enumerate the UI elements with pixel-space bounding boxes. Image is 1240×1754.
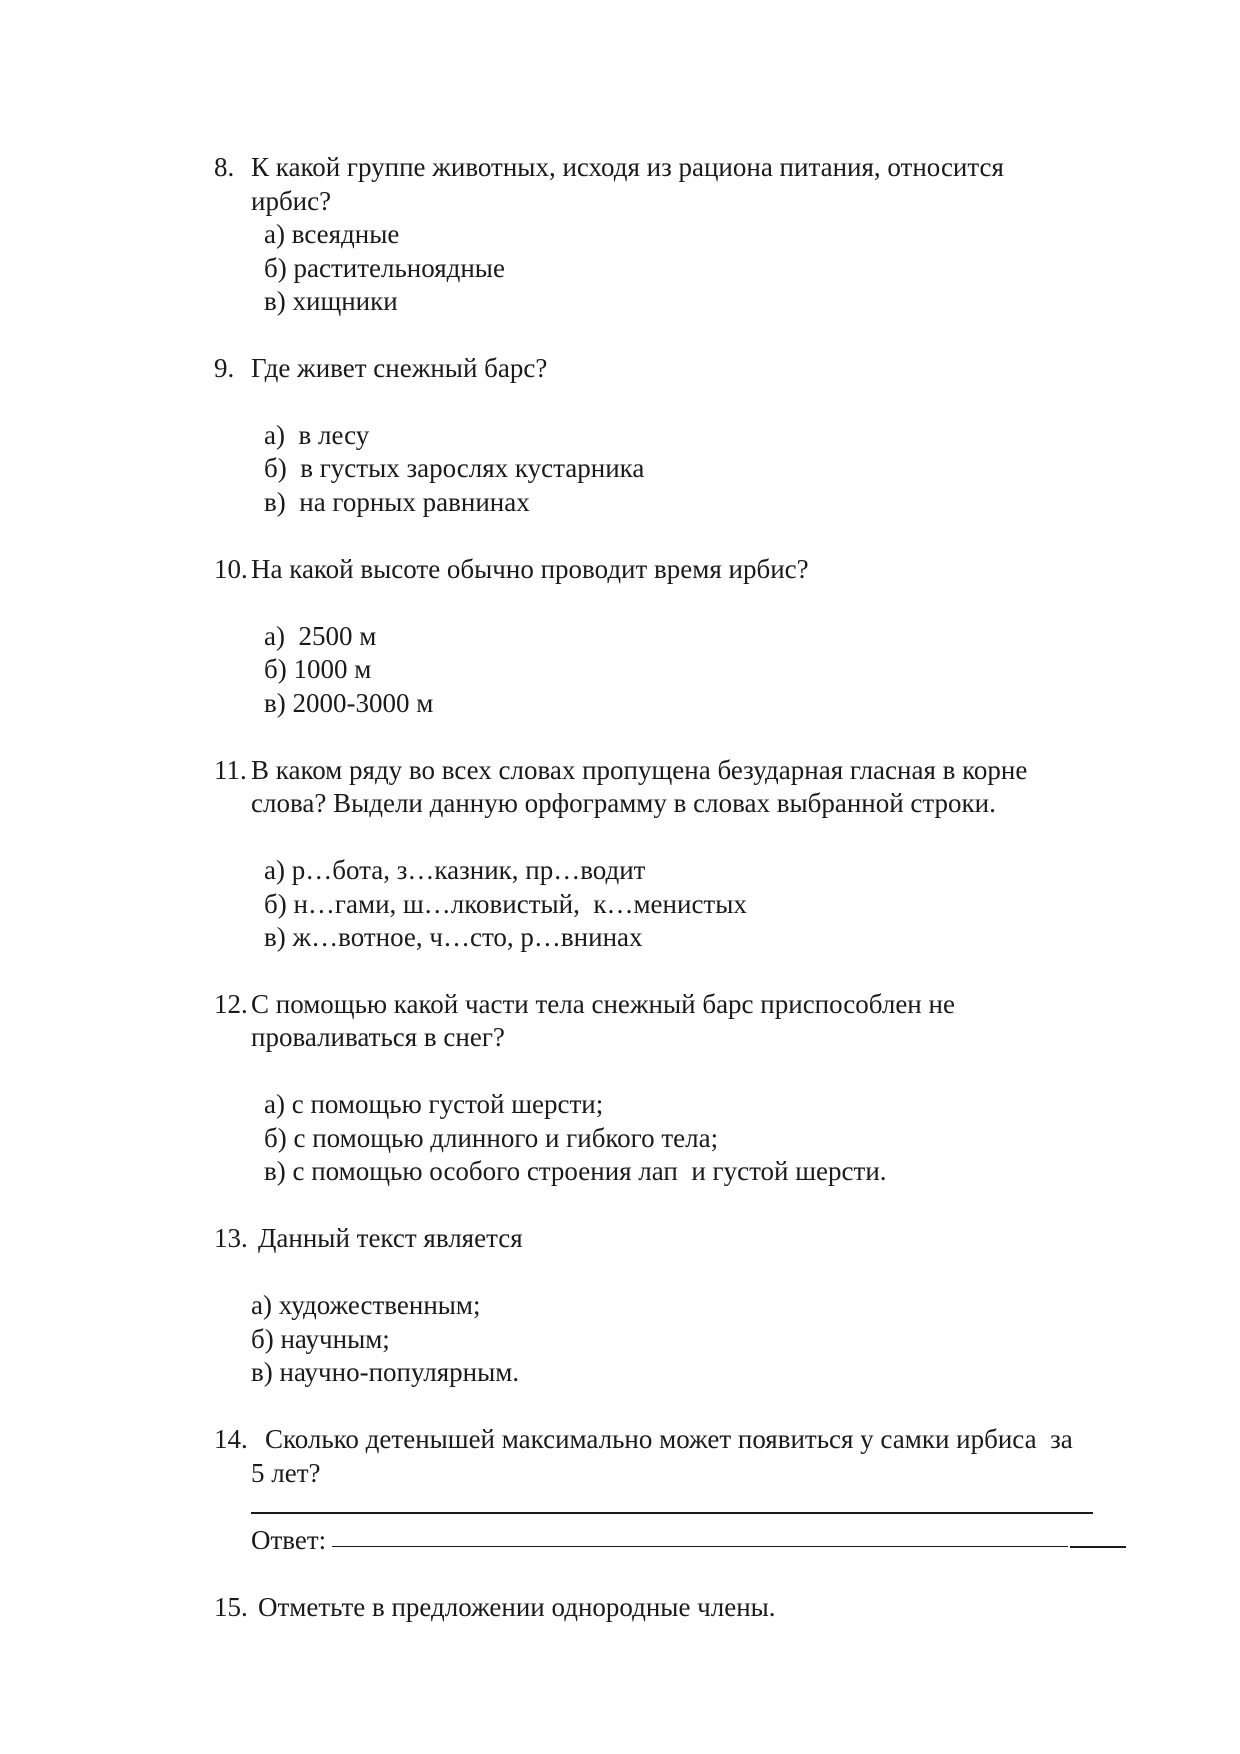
question-12-text: С помощью какой части тела снежный барс приспособлен не bbox=[251, 989, 955, 1019]
question-11-option-c: в) ж…вотное, ч…сто, р…внинах bbox=[264, 922, 643, 952]
question-14-text-cont: 5 лет? bbox=[251, 1458, 321, 1488]
answer-input-line[interactable] bbox=[332, 1546, 1068, 1547]
question-13-option-a: а) художественным; bbox=[251, 1290, 481, 1320]
question-12-text-cont: проваливаться в снег? bbox=[251, 1022, 505, 1052]
question-11-option-a: а) р…бота, з…казник, пр…водит bbox=[264, 855, 646, 885]
question-11-text: В каком ряду во всех словах пропущена безударная гласная в корне bbox=[251, 755, 1028, 785]
question-9-text: Где живет снежный барс? bbox=[251, 353, 548, 383]
question-14-number: 14. bbox=[214, 1424, 248, 1454]
question-8-option-b: б) растительноядные bbox=[264, 253, 505, 283]
question-13-text: Данный текст является bbox=[258, 1223, 523, 1253]
question-9-option-b: б) в густых зарослях кустарника bbox=[264, 453, 645, 483]
question-13-option-c: в) научно-популярным. bbox=[251, 1357, 520, 1387]
question-12-number: 12. bbox=[214, 989, 248, 1019]
question-8-text-cont: ирбис? bbox=[251, 186, 332, 216]
question-8-text: К какой группе животных, исходя из рациона питания, относится bbox=[251, 152, 1004, 182]
question-15-number: 15. bbox=[214, 1592, 248, 1622]
question-12-option-b: б) с помощью длинного и гибкого тела; bbox=[264, 1123, 719, 1153]
question-14-text: Сколько детенышей максимально может появиться у самки ирбиса за bbox=[265, 1424, 1073, 1454]
question-8-number: 8. bbox=[214, 152, 235, 182]
question-10-text: На какой высоте обычно проводит время ирбис? bbox=[251, 554, 809, 584]
question-15-text: Отметьте в предложении однородные члены. bbox=[258, 1592, 776, 1622]
question-13-option-b: б) научным; bbox=[251, 1324, 390, 1354]
answer-blank-line[interactable] bbox=[251, 1512, 1093, 1514]
question-12-option-c: в) с помощью особого строения лап и густой шерсти. bbox=[264, 1156, 887, 1186]
question-9-number: 9. bbox=[214, 353, 235, 383]
question-11-number: 11. bbox=[214, 755, 247, 785]
question-12-option-a: а) с помощью густой шерсти; bbox=[264, 1089, 604, 1119]
question-10-option-b: б) 1000 м bbox=[264, 654, 372, 684]
question-10-option-a: а) 2500 м bbox=[264, 621, 377, 651]
answer-input-line-end bbox=[1070, 1546, 1126, 1548]
question-10-number: 10. bbox=[214, 554, 248, 584]
question-10-option-c: в) 2000-3000 м bbox=[264, 688, 434, 718]
question-9-option-a: а) в лесу bbox=[264, 420, 370, 450]
question-13-number: 13. bbox=[214, 1223, 248, 1253]
question-8-option-c: в) хищники bbox=[264, 286, 398, 316]
question-9-option-c: в) на горных равнинах bbox=[264, 487, 530, 517]
answer-label: Ответ: bbox=[251, 1525, 327, 1555]
question-11-text-cont: слова? Выдели данную орфограмму в словах выбранной строки. bbox=[251, 788, 996, 818]
question-11-option-b: б) н…гами, ш…лковистый, к…менистых bbox=[264, 889, 747, 919]
question-8-option-a: а) всеядные bbox=[264, 219, 400, 249]
